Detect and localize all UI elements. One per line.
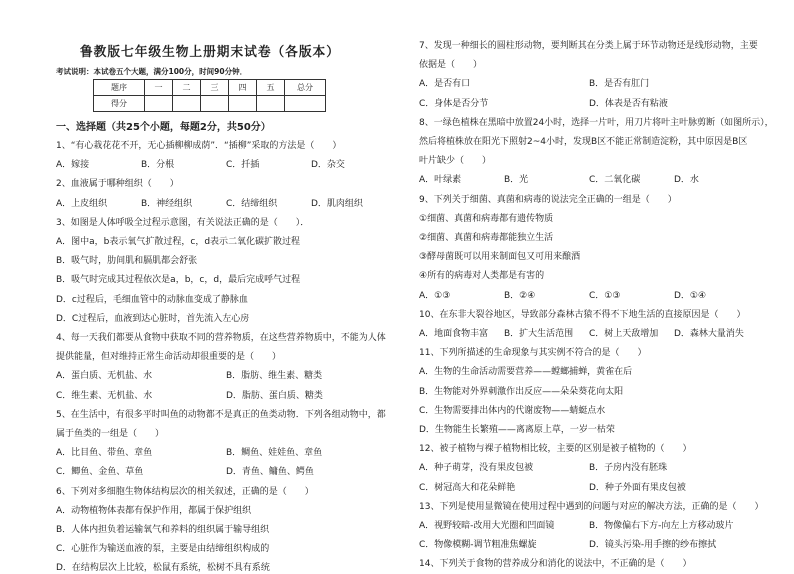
- answer-option[interactable]: D．种子外面有果皮包被: [589, 482, 686, 493]
- score-table: [93, 79, 326, 112]
- answer-option[interactable]: C．二氧化碳: [589, 175, 641, 186]
- score-cell: 二: [173, 80, 201, 96]
- score-cell: 四: [229, 80, 257, 96]
- score-cell[interactable]: [201, 96, 229, 112]
- question-stem: 属于鱼类的一组是（ ）: [56, 429, 165, 439]
- answer-option[interactable]: A．视野较暗-改用大光圈和凹面镜: [419, 521, 555, 531]
- answer-option[interactable]: A．动物植物体表都有保护作用，都属于保护组织: [56, 505, 252, 516]
- answer-option[interactable]: B．吸气时，肋间肌和膈肌都会舒张: [56, 256, 198, 267]
- answer-option[interactable]: C．维生素、无机盐、水: [56, 390, 153, 401]
- exam-instructions: 考试说明：本试卷五个大题，满分100分，时间90分钟．: [56, 67, 248, 76]
- score-cell: 三: [201, 80, 229, 96]
- option-row: [419, 521, 759, 532]
- answer-option[interactable]: A．上皮组织: [56, 198, 108, 209]
- option-row: [56, 467, 396, 478]
- answer-option[interactable]: D．在结构层次上比较，松鼠有系统，松树不具有系统: [56, 563, 270, 574]
- answer-option[interactable]: D．①④: [674, 290, 707, 301]
- answer-option[interactable]: D．C过程后，血液到达心脏时，首先流入左心房: [56, 313, 250, 324]
- answer-option[interactable]: B．吸气时完成其过程依次是a，b，c，d，最后完成呼气过程: [56, 275, 301, 286]
- option-row: [419, 79, 759, 90]
- question-stem: 叶片缺少（ ）: [419, 156, 492, 167]
- answer-option[interactable]: D．c过程后，毛细血管中的动脉血变成了静脉血: [56, 294, 248, 305]
- answer-option[interactable]: D．杂交: [311, 160, 345, 171]
- question-stem: 10、在东非大裂谷地区，导致部分森林古猿不得不下地生活的直接原因是（ ）: [419, 309, 746, 320]
- score-cell[interactable]: [229, 96, 257, 112]
- question-stem: 14、下列关于食物的营养成分和消化的说法中，不正确的是（ ）: [419, 559, 692, 570]
- answer-option[interactable]: C．树冠高大和花朵鲜艳: [419, 482, 516, 493]
- option-row: [419, 483, 759, 494]
- question-stem: 7、发现一种细长的圆柱形动物，要判断其在分类上属于环节动物还是线形动物，主要: [419, 41, 758, 51]
- option-row: [56, 448, 396, 459]
- score-cell: 题序: [94, 80, 145, 96]
- answer-option[interactable]: A．比目鱼、带鱼、章鱼: [56, 448, 153, 459]
- answer-option[interactable]: A．嫁接: [56, 160, 90, 171]
- question-stem: 9、下列关于细菌、真菌和病毒的说法完全正确的一组是（ ）: [419, 194, 677, 205]
- option-row: [419, 291, 759, 302]
- answer-option[interactable]: B．②④: [504, 290, 536, 301]
- answer-option[interactable]: D．肌肉组织: [311, 198, 363, 209]
- answer-option[interactable]: D．青鱼、鳙鱼、鳄鱼: [226, 467, 314, 478]
- score-table-score-row: [94, 96, 326, 112]
- answer-option[interactable]: C．①③: [589, 290, 621, 301]
- score-cell[interactable]: [285, 96, 326, 112]
- question-stem: 6、下列对多细胞生物体结构层次的相关叙述，正确的是（ ）: [56, 486, 314, 497]
- answer-option[interactable]: C．扦插: [226, 160, 260, 171]
- question-stem: 13、下列是使用显微镜在使用过程中遇到的问题与对应的解决方法，正确的是（ ）: [419, 501, 764, 512]
- answer-option[interactable]: A．叶绿素: [419, 175, 462, 186]
- answer-option[interactable]: ②细菌、真菌和病毒都能独立生活: [419, 233, 554, 243]
- answer-option[interactable]: B．光: [504, 175, 529, 186]
- answer-option[interactable]: B．鲷鱼、娃娃鱼、章鱼: [226, 448, 323, 459]
- answer-option[interactable]: A．地面食物丰富: [419, 329, 489, 339]
- answer-option[interactable]: B．分根: [141, 160, 175, 171]
- score-cell[interactable]: [257, 96, 285, 112]
- answer-option[interactable]: A．①③: [419, 290, 451, 301]
- answer-option[interactable]: B．神经组织: [141, 198, 193, 209]
- score-table-header-row: [94, 80, 326, 96]
- answer-option[interactable]: D．脂肪、蛋白质、糖类: [226, 390, 323, 401]
- answer-option[interactable]: B．生物能对外界刺激作出反应——朵朵葵花向太阳: [419, 386, 624, 397]
- score-cell[interactable]: [145, 96, 173, 112]
- answer-option[interactable]: A．生物的生命活动需要营养——螳螂捕蝉，黄雀在后: [419, 367, 633, 378]
- question-stem: 11、下列所描述的生命现象与其实例不符合的是（ ）: [419, 348, 647, 359]
- option-row: [419, 329, 759, 340]
- answer-option[interactable]: ④所有的病毒对人类都是有害的: [419, 271, 545, 282]
- score-cell: 五: [257, 80, 285, 96]
- question-stem: 8、一绿色植株在黑暗中放置24小时，选择一片叶，用刀片将叶主叶脉剪断（如图所示），: [419, 117, 774, 128]
- answer-option[interactable]: C．身体是否分节: [419, 98, 489, 109]
- answer-option[interactable]: B．子房内没有胚珠: [589, 463, 668, 474]
- answer-option[interactable]: ③酵母菌既可以用来制面包又可用来酿酒: [419, 252, 581, 263]
- answer-option[interactable]: B．物像偏右下方-向左上方移动玻片: [589, 521, 734, 531]
- answer-option[interactable]: A．图中a，b表示氧气扩散过程，c，d表示二氧化碳扩散过程: [56, 237, 301, 247]
- answer-option[interactable]: B．是否有肛门: [589, 79, 650, 90]
- answer-option[interactable]: A．是否有口: [419, 79, 471, 90]
- answer-option[interactable]: C．心脏作为输送血液的泵，主要是由结缔组织构成的: [56, 544, 270, 555]
- section-heading: 一、选择题（共25个小题，每题2分，共50分）: [56, 122, 271, 133]
- question-stem: 然后将植株放在阳光下照射2~4小时，发现B区不能正常制造淀粉，其中原因是B区: [419, 137, 748, 147]
- answer-option[interactable]: D．生物能生长繁殖——离离原上草，一岁一枯荣: [419, 425, 615, 435]
- score-cell: 一: [145, 80, 173, 96]
- option-row: [56, 160, 396, 171]
- question-stem: 1、“有心栽花花不开，无心插柳柳成荫”．“插柳”采取的方法是（ ）: [56, 141, 342, 151]
- answer-option[interactable]: C．鲫鱼、金鱼、草鱼: [56, 467, 144, 478]
- score-cell[interactable]: [173, 96, 201, 112]
- question-stem: 4、每一天我们都要从食物中获取不同的营养物质，在这些营养物质中，不能为人体: [56, 333, 386, 343]
- answer-option[interactable]: D．水: [674, 175, 699, 186]
- option-row: [419, 175, 759, 186]
- answer-option[interactable]: B．人体内担负着运输氧气和养料的组织属于输导组织: [56, 525, 270, 535]
- answer-option[interactable]: A．蛋白质、无机盐、水: [56, 371, 153, 382]
- answer-option[interactable]: C．结缔组织: [226, 198, 278, 209]
- answer-option[interactable]: D．体表是否有粘液: [589, 98, 668, 109]
- score-cell: 总分: [285, 80, 326, 96]
- score-cell: 得分: [94, 96, 145, 112]
- answer-option[interactable]: B．脂肪、维生素、糖类: [226, 371, 323, 382]
- answer-option[interactable]: ①细菌、真菌和病毒都有遗传物质: [419, 213, 554, 224]
- question-stem: 3、如图是人体呼吸全过程示意图，有关说法正确的是（ ）．: [56, 217, 310, 228]
- answer-option[interactable]: B．扩大生活范围: [504, 329, 574, 339]
- answer-option[interactable]: C．生物需要排出体内的代谢废物——蜻蜓点水: [419, 405, 606, 416]
- answer-option[interactable]: D．镜头污染-用手擦的纱布擦拭: [589, 540, 717, 551]
- answer-option[interactable]: A．种子萌芽，没有果皮包被: [419, 463, 534, 474]
- option-row: [56, 391, 396, 402]
- question-stem: 2、血液属于哪种组织（ ）: [56, 179, 179, 190]
- question-stem: 提供能量，但对维持正常生命活动却很重要的是（ ）: [56, 352, 282, 363]
- question-stem: 12、被子植物与裸子植物相比较，主要的区别是被子植物的（ ）: [419, 444, 692, 455]
- answer-option[interactable]: C．树上天敌增加: [589, 329, 659, 339]
- option-row: [419, 99, 759, 110]
- answer-option[interactable]: D．森林大量消失: [674, 329, 744, 339]
- option-row: [56, 371, 396, 382]
- exam-title: 鲁教版七年级生物上册期末试卷（各版本）: [80, 45, 340, 60]
- option-row: [56, 199, 396, 210]
- question-stem: 依据是（ ）: [419, 60, 483, 71]
- question-stem: 5、在生活中，有很多平时叫鱼的动物都不是真正的鱼类动物．下列各组动物中，都: [56, 409, 386, 420]
- answer-option[interactable]: C．物像模糊-调节粗准焦螺旋: [419, 540, 537, 551]
- option-row: [419, 463, 759, 474]
